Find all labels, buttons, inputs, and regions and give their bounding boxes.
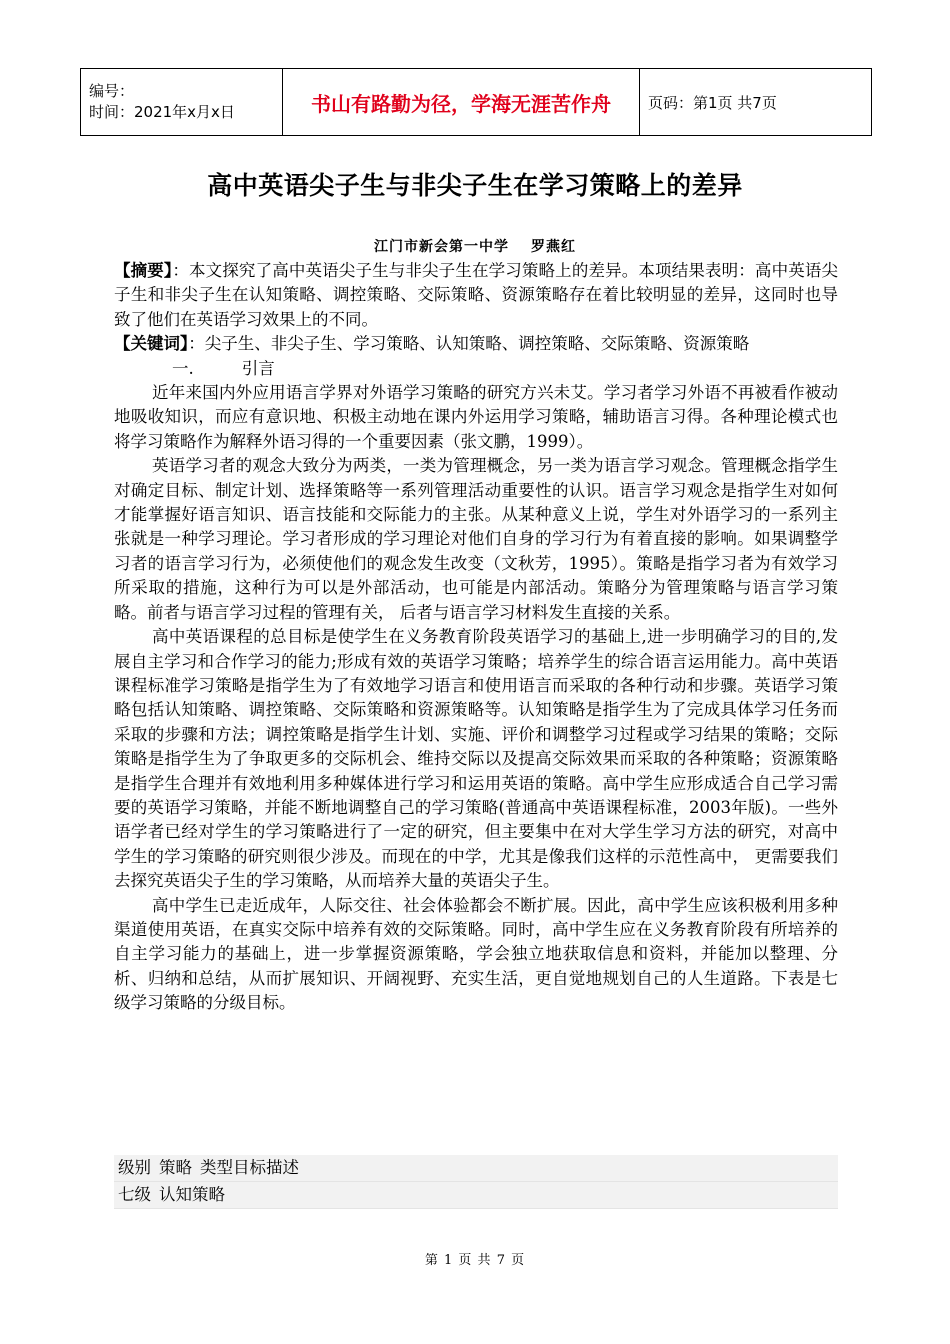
header-info-cell (81, 69, 283, 136)
keywords-paragraph (114, 332, 838, 356)
strategy-table (114, 1155, 838, 1209)
table-cell: 级别 (118, 1158, 151, 1177)
document-number-label: 编号： (89, 82, 135, 100)
section-title: 引言 (241, 358, 275, 378)
header-motto: 书山有路勤为径，学海无涯苦作舟 (283, 69, 640, 136)
abstract-label: 【摘要】 (114, 261, 173, 280)
header-page-info: 页码：第1页 共7页 (640, 69, 872, 136)
table-cell: 七级 (118, 1185, 151, 1204)
body-paragraph: 高中学生已走近成年，人际交往、社会体验都会不断扩展。因此，高中学生应该积极利用多种渠道使用英语，在真实交际中培养有效的交际策略。同时，高中学生应在义务教育阶段有所培养的自主学习能力的基础上，进一步掌握资源策略，学会独立地获取信息和资料，并能加以整理、分析、归纳和总结，从而扩展知识、开阔视野、充实生活，更自觉地规划自己的人生道路。下表是七级学习策略的分级目标。 (114, 895, 838, 1013)
body-paragraph: 高中英语课程的总目标是使学生在义务教育阶段英语学习的基础上,进一步明确学习的目的,发展自主学习和合作学习的能力;形成有效的英语学习策略；培养学生的综合语言运用能力。高中英语课程标准学习策略是指学生为了有效地学习语言和使用语言而采取的各种行动和步骤。英语学习策略包括认知策略、调控策略、交际策略和资源策略等。认知策略是指学生为了完成具体学习任务而采取的步骤和方法；调控策略是指学生计划、实施、评价和调整学习过程或学习结果的策略；交际策略是指学生为了争取更多的交际机会、维持交际以及提高交际效果而采取的各种策略；资源策略是指学生合理并有效地利用多种媒体进行学习和运用英语的策略。高中学生应形成适合自己学习需要的英语学习策略，并能不断地调整自己的学习策略(普通高中英语课程标准，2003年版)。一些外语学者已经对学生的学习策略进行了一定的研究，但主要集中在对大学生学习方法的研究，对高中学生的学习策略的研究则很少涉及。而现在的中学，尤其是像我们这样的示范性高中， 更需要我们去探究英语尖子生的学习策略，从而培养大量的英语尖子生。 (114, 627, 838, 891)
table-cell: 认知策略 (159, 1185, 225, 1204)
author-line (0, 236, 950, 256)
document-body (114, 259, 838, 1016)
page-footer: 第 1 页 共 7 页 (424, 1253, 526, 1268)
body-paragraph: 英语学习者的观念大致分为两类，一类为管理概念，另一类为语言学习观念。管理概念指学生对确定目标、制定计划、选择策略等一系列管理活动重要性的认识。语言学习观念是指学生对如何才能掌握好语言知识、语言技能和交际能力的主张。从某种意义上说，学生对外语学习的一系列主张就是一种学习理论。学习者形成的学习理论对他们自身的学习行为有着直接的影响。如果调整学习者的语言学习行为，必须使他们的观念发生改变（文秋芳，1995）。策略是指学习者为有效学习所采取的措施，这种行为可以是外部活动，也可能是内部活动。策略分为管理策略与语言学习策略。前者与语言学习过程的管理有关， 后者与语言学习材料发生直接的关系。 (114, 456, 838, 622)
document-date-label: 时间：2021年x月x日 (89, 103, 235, 121)
keywords-label: 【关键词】 (114, 334, 189, 354)
body-paragraph: 近年来国内外应用语言学界对外语学习策略的研究方兴未艾。学习者学习外语不再被看作被动地吸收知识，而应有意识地、积极主动地在课内外运用学习策略，辅助语言习得。各种理论模式也将学习策略作为解释外语习得的一个重要因素（张文鹏，1999）。 (114, 383, 838, 451)
header-table (80, 68, 872, 136)
section-heading (114, 357, 838, 381)
abstract-paragraph (114, 259, 838, 332)
table-cell: 策略 (159, 1158, 192, 1177)
table-row (114, 1182, 838, 1209)
abstract-text: ：本文探究了高中英语尖子生与非尖子生在学习策略上的差异。本项结果表明：高中英语尖子生和非尖子生在认知策略、调控策略、交际策略、资源策略存在着比较明显的差异，这同时也导致了他们在英语学习效果上的不同。 (114, 261, 839, 329)
author-name: 罗燕红 (531, 239, 576, 255)
table-row (114, 1155, 838, 1182)
document-title: 高中英语尖子生与非尖子生在学习策略上的差异 (207, 171, 743, 200)
keywords-text: ：尖子生、非尖子生、学习策略、认知策略、调控策略、交际策略、资源策略 (188, 334, 750, 354)
section-number: 一. (172, 358, 194, 378)
author-school: 江门市新会第一中学 (374, 239, 509, 255)
table-cell: 类型目标描述 (200, 1158, 299, 1177)
